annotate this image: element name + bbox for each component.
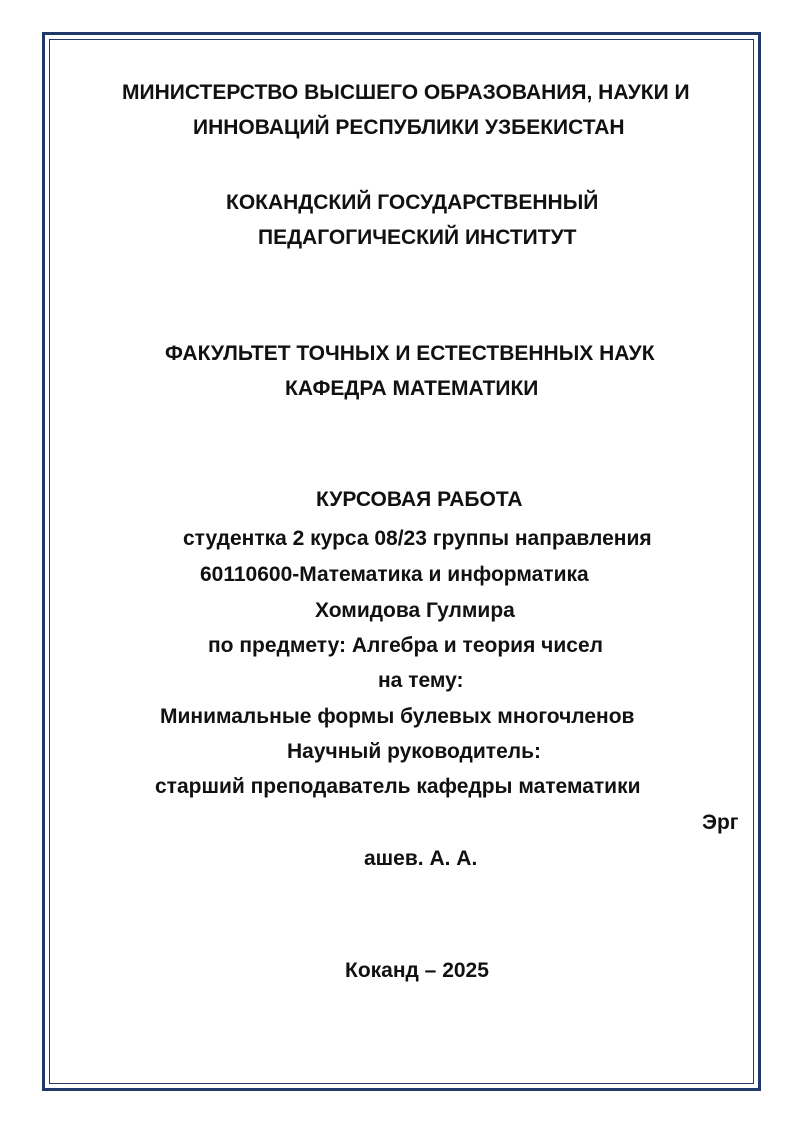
direction: 60110600-Математика и информатика xyxy=(200,563,589,586)
ministry-line-2: ИННОВАЦИЙ РЕСПУБЛИКИ УЗБЕКИСТАН xyxy=(193,116,625,139)
theme-title: Минимальные формы булевых многочленов xyxy=(160,705,635,728)
advisor-name-part-1: Эрг xyxy=(702,811,739,834)
ministry-line-1: МИНИСТЕРСТВО ВЫСШЕГО ОБРАЗОВАНИЯ, НАУКИ И xyxy=(122,81,690,104)
advisor-name-part-2: ашев. А. А. xyxy=(364,847,478,870)
subject: по предмету: Алгебра и теория чисел xyxy=(208,634,603,657)
advisor-label: Научный руководитель: xyxy=(287,740,541,763)
advisor-position: старший преподаватель кафедры математики xyxy=(155,775,641,798)
institute-line-2: ПЕДАГОГИЧЕСКИЙ ИНСТИТУТ xyxy=(258,226,577,249)
student-name: Хомидова Гулмира xyxy=(315,599,515,622)
city-year: Коканд – 2025 xyxy=(345,959,489,982)
faculty-name: ФАКУЛЬТЕТ ТОЧНЫХ И ЕСТЕСТВЕННЫХ НАУК xyxy=(165,342,655,365)
department-name: КАФЕДРА МАТЕМАТИКИ xyxy=(285,377,539,400)
theme-label: на тему: xyxy=(378,669,464,692)
work-type: КУРСОВАЯ РАБОТА xyxy=(316,488,523,511)
student-line: студентка 2 курса 08/23 группы направления xyxy=(183,527,652,550)
institute-line-1: КОКАНДСКИЙ ГОСУДАРСТВЕННЫЙ xyxy=(226,191,599,214)
